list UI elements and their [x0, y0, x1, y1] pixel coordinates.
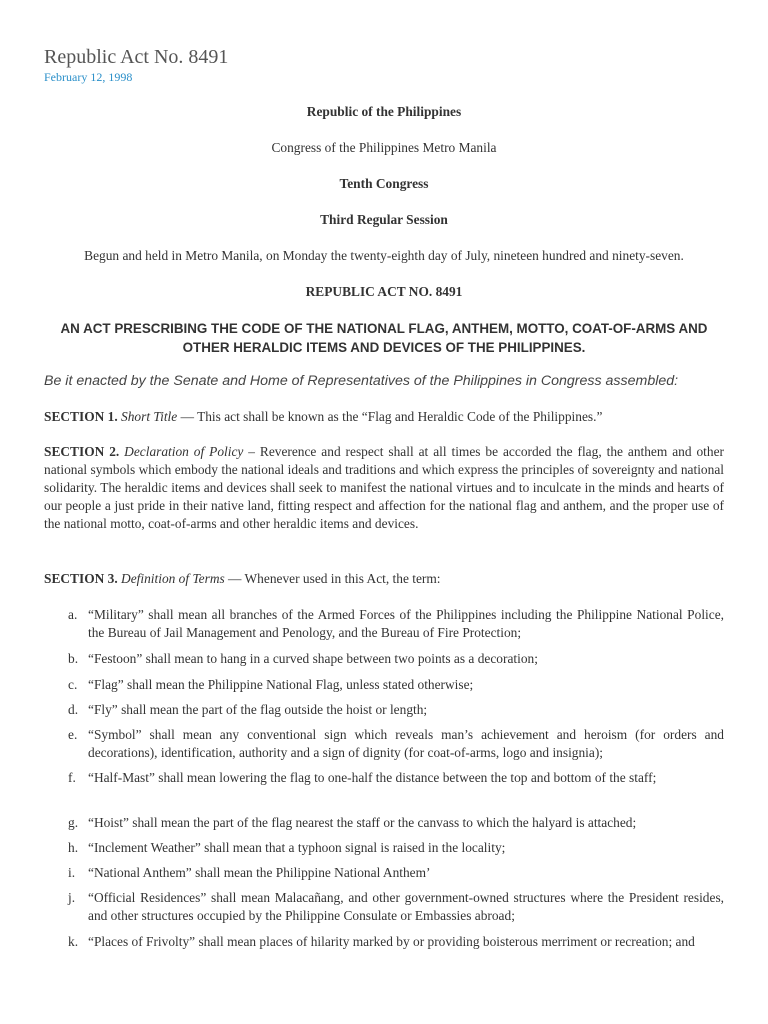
list-item-text: “Symbol” shall mean any conventional sign which reveals man’s achievement and heroism (for orders and decorations), identification, authority and a sign of dignity (for coat-of-arms, logo and insignia);	[88, 727, 724, 760]
list-item-letter: b.	[68, 651, 79, 666]
list-item-text: “Flag” shall mean the Philippine National Flag, unless stated otherwise;	[88, 677, 474, 692]
section-text: — Whenever used in this Act, the term:	[224, 571, 441, 586]
list-item-letter: g.	[68, 815, 79, 830]
act-title-heading: AN ACT PRESCRIBING THE CODE OF THE NATIONAL FLAG, ANTHEM, MOTTO, COAT-OF-ARMS AND OTHER HERALDIC ITEMS AND DEVICES OF THE PHILIPPINES.	[60, 321, 708, 355]
list-item-letter: k.	[68, 934, 79, 949]
list-item-text: “Festoon” shall mean to hang in a curved shape between two points as a decoration;	[88, 651, 538, 666]
list-item-text: “Hoist” shall mean the part of the flag nearest the staff or the canvass to which the halyard is attached;	[88, 815, 637, 830]
section-3	[44, 570, 724, 588]
list-item	[68, 701, 724, 719]
section-text: — This act shall be known as the “Flag and Heraldic Code of the Philippines.”	[177, 409, 603, 424]
list-item-letter: j.	[68, 890, 76, 905]
congress-number-heading: Tenth Congress	[339, 176, 429, 191]
list-item-text: “Military” shall mean all branches of the Armed Forces of the Philippines including the Philippine National Police, the Bureau of Jail Management and Penology, and the Bureau of Fire Protection;	[88, 607, 724, 640]
section-text: – Reverence and respect shall at all times be accorded the flag, the anthem and other national symbols which embody the national ideals and traditions and which express the principles of sovereignty and national solidarity. The heraldic items and devices shall seek to manifest the national virtues and to inculcate in the minds and hearts of our people a just pride in their native land, fitting respect and affection for the national flag and anthem, and the proper use of the national motto, coat-of-arms and other heraldic items and devices.	[44, 444, 724, 531]
list-item-letter: c.	[68, 677, 78, 692]
list-item-text: “National Anthem” shall mean the Philippine National Anthem’	[88, 865, 431, 880]
list-item-text: “Places of Frivolty” shall mean places of hilarity marked by or providing boisterous merriment or recreation; and	[88, 934, 695, 949]
section-title: Definition of Terms	[121, 571, 225, 586]
list-item-text: “Official Residences” shall mean Malacañang, and other government-owned structures where the President resides, and other structures occupied by the Philippine Consulate or Embassies abroad;	[88, 890, 724, 923]
section-title: Declaration of Policy	[124, 444, 244, 459]
list-item-letter: a.	[68, 607, 78, 622]
list-item-letter: f.	[68, 770, 76, 785]
list-item	[68, 814, 724, 832]
list-item	[68, 864, 724, 882]
section-title: Short Title	[121, 409, 178, 424]
list-item	[68, 889, 724, 925]
list-item-letter: d.	[68, 702, 79, 717]
list-item	[68, 769, 724, 787]
section-1	[44, 408, 724, 426]
section-2	[44, 443, 724, 533]
begun-statement: Begun and held in Metro Manila, on Monday the twenty-eighth day of July, nineteen hundred and ninety-seven.	[84, 248, 684, 263]
list-item-letter: h.	[68, 840, 79, 855]
section-label: SECTION 2.	[44, 444, 120, 459]
list-item	[68, 650, 724, 668]
list-item	[68, 726, 724, 762]
list-item	[68, 933, 724, 951]
list-item-text: “Inclement Weather” shall mean that a typhoon signal is raised in the locality;	[88, 840, 506, 855]
session-heading: Third Regular Session	[320, 212, 448, 227]
section-label: SECTION 3.	[44, 571, 118, 586]
list-item-letter: i.	[68, 865, 76, 880]
list-item	[68, 839, 724, 857]
act-number-heading: REPUBLIC ACT NO. 8491	[305, 284, 463, 299]
list-item	[68, 606, 724, 642]
list-item-letter: e.	[68, 727, 78, 742]
congress-heading: Congress of the Philippines Metro Manila	[271, 140, 497, 155]
list-item	[68, 676, 724, 694]
section-label: SECTION 1.	[44, 409, 118, 424]
republic-heading: Republic of the Philippines	[306, 104, 462, 119]
list-item-text: “Fly” shall mean the part of the flag outside the hoist or length;	[88, 702, 428, 717]
document-date[interactable]: February 12, 1998	[44, 70, 133, 84]
enacting-clause: Be it enacted by the Senate and Home of Representatives of the Philippines in Congress assembled:	[44, 373, 679, 389]
document-title: Republic Act No. 8491	[44, 46, 229, 68]
list-item-text: “Half-Mast” shall mean lowering the flag to one-half the distance between the top and bottom of the staff;	[88, 770, 657, 785]
